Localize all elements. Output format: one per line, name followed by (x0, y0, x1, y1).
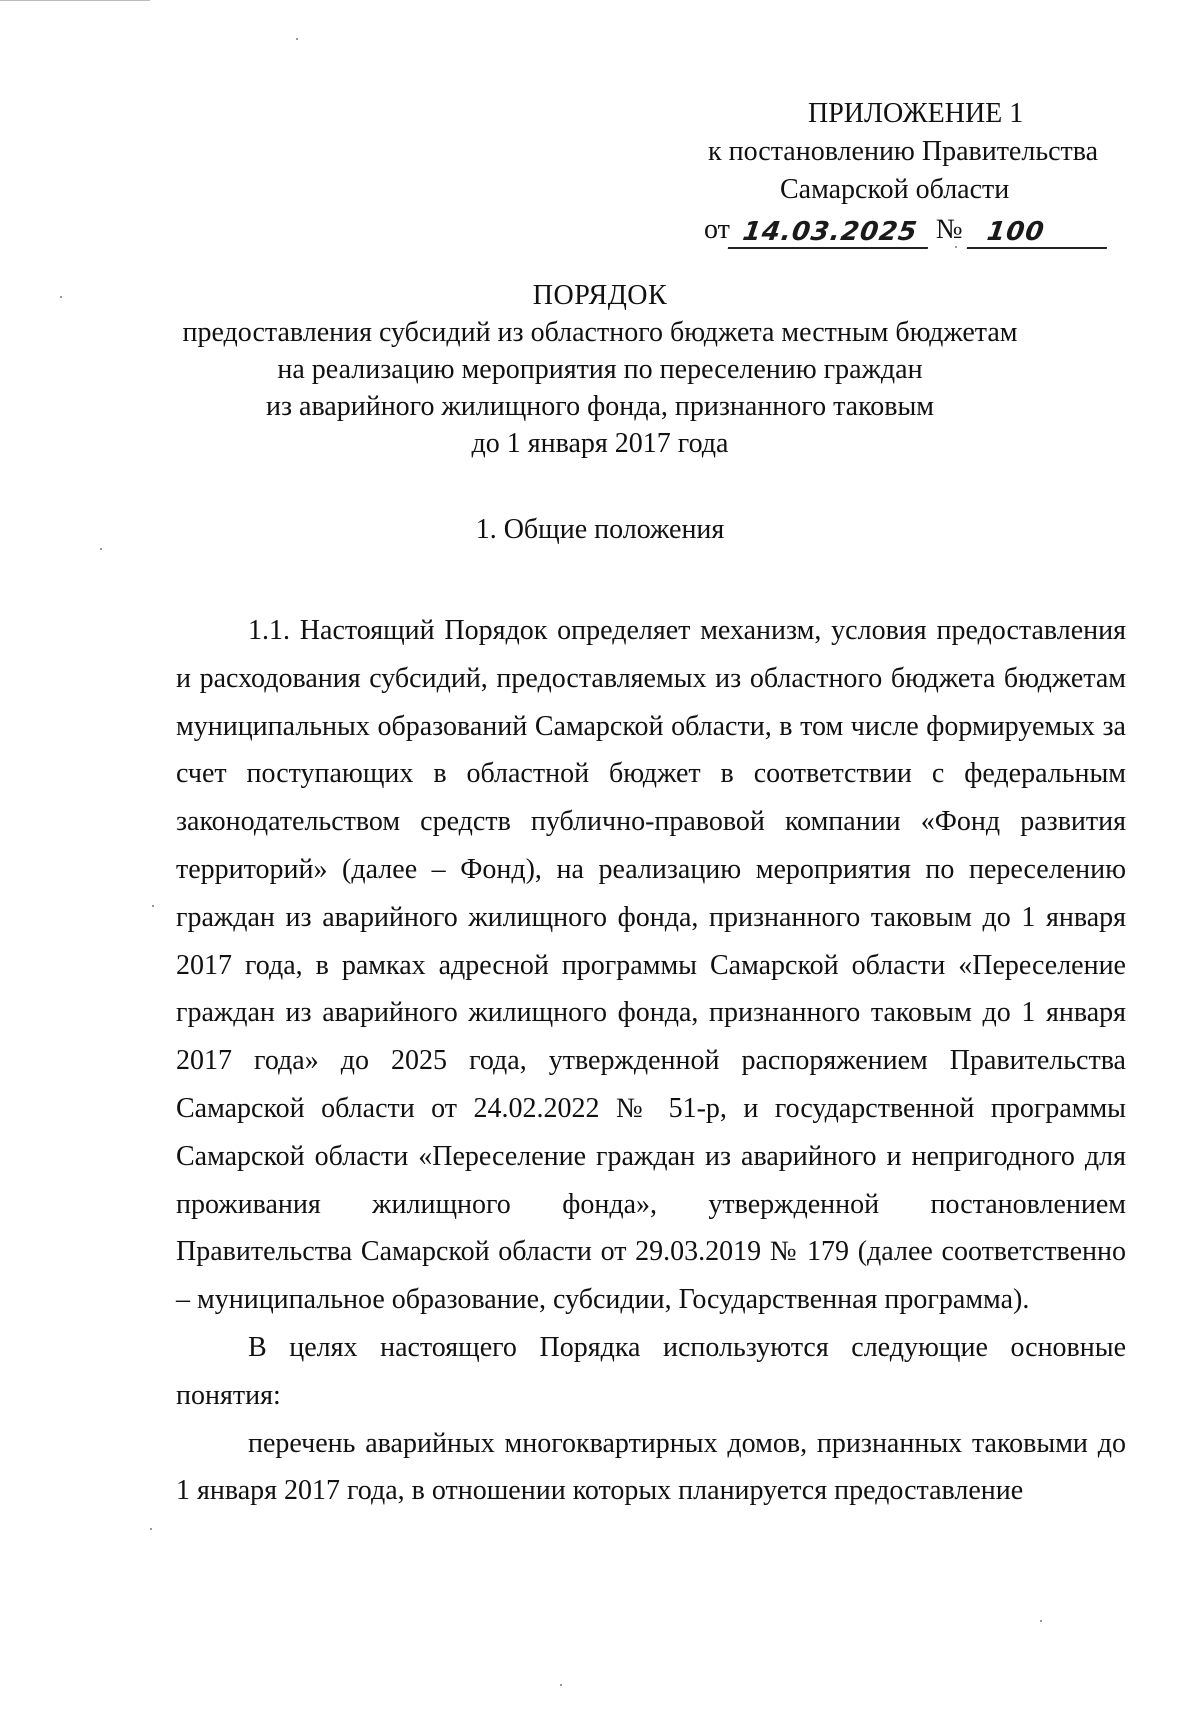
scan-speck (100, 548, 102, 550)
title-line-2: на реализацию мероприятия по переселению граждан (277, 354, 923, 385)
scan-speck (296, 38, 298, 40)
date-prefix: от (704, 214, 730, 245)
section-heading: 1. Общие положения (475, 514, 725, 545)
handwritten-number: 100 (966, 217, 1110, 249)
scan-speck (560, 1684, 562, 1686)
document-title-block (150, 277, 1050, 462)
appendix-label: ПРИЛОЖЕНИЕ 1 (808, 98, 1024, 129)
appendix-date-row (704, 211, 1109, 249)
body-text (176, 607, 1126, 1515)
scan-speck (955, 246, 957, 248)
appendix-region-line: Самарской области (780, 174, 1010, 205)
title-line-4: до 1 января 2017 года (471, 428, 729, 459)
number-sign: № (935, 214, 963, 245)
title-line-1: предоставления субсидий из областного бюджета местным бюджетам (182, 317, 1018, 348)
scan-speck (1040, 1620, 1042, 1622)
document-title: ПОРЯДОК (532, 280, 668, 311)
scan-speck (152, 905, 154, 907)
appendix-resolution-line: к постановлению Правительства (708, 136, 1099, 167)
title-line-3: из аварийного жилищного фонда, признанного таковым (265, 391, 935, 422)
paragraph-list-definition: перечень аварийных многоквартирных домов, признанных таковыми до 1 января 2017 года, в отношении которых планируется предоставление (176, 1427, 1126, 1507)
scan-speck (150, 1528, 152, 1530)
scan-speck (60, 296, 62, 298)
handwritten-date: 14.03.2025 (728, 217, 932, 249)
paragraph-1-1: 1.1. Настоящий Порядок определяет механизм, условия предоставления и расходования субсидий, предоставляемых из областного бюджета бюджетам муниципальных образований Самарской области, в том числе формируемых за счет поступающих в областной бюджет в соответствии с федеральным законодательством средств публично-правовой компании «Фонд развития территорий» (далее – Фонд), на реализацию мероприятия по переселению граждан из аварийного жилищного фонда, признанного таковым до 1 января 2017 года, в рамках адресной программы Самарской области «Переселение граждан из аварийного жилищного фонда, признанного таковым до 1 января 2017 года» до 2025 года, утвержденной распоряжением Правительства Самарской области от 24.02.2022 № 51-р, и государственной программы Самарской области «Переселение граждан из аварийного и непригодного для проживания жилищного фонда», утвержденной постановлением Правительства Самарской области от 29.03.2019 № 179 (далее соответственно – муниципальное образование, субсидии, Государственная программа). (176, 615, 1126, 1316)
scan-edge-mark (0, 0, 150, 5)
paragraph-definitions-intro: В целях настоящего Порядка используются следующие основные понятия: (176, 1331, 1126, 1411)
